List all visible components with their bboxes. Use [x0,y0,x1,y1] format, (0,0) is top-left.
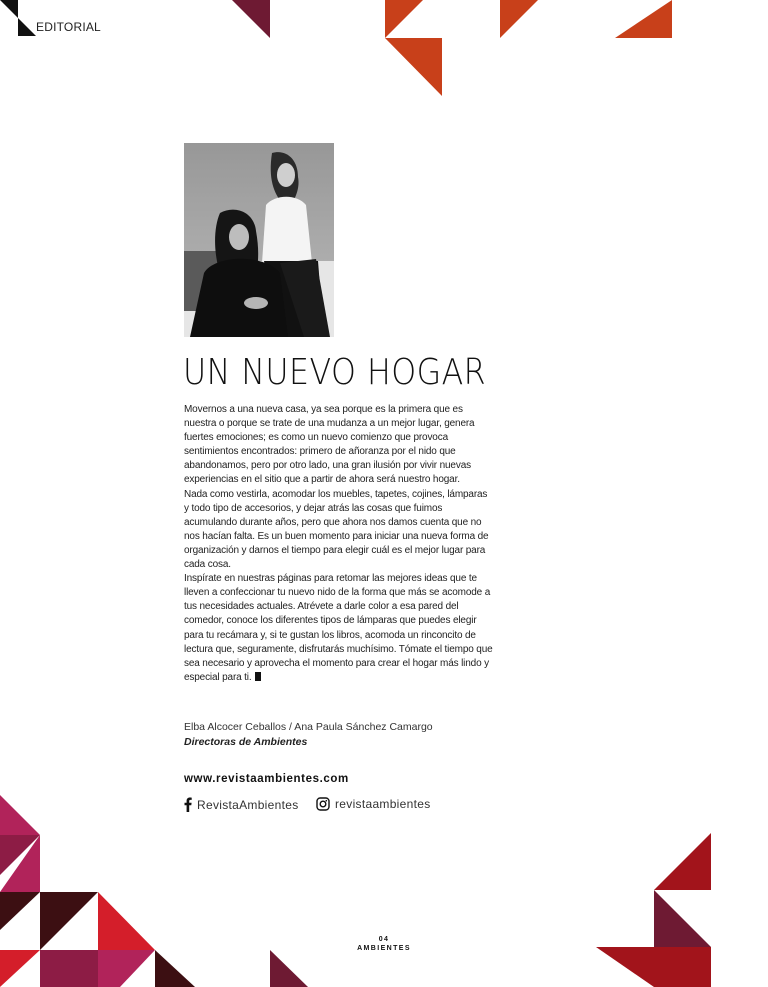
editors-photo-illustration [184,143,334,337]
article-paragraph [184,572,494,685]
top-triangle [232,0,270,38]
section-label: EDITORIAL [36,20,101,34]
editors-photo [184,143,334,337]
instagram-handle: revistaambientes [335,797,431,811]
article-body [184,403,494,685]
page-number: 04 [378,936,390,943]
bottom-triangle [40,892,98,950]
bottom-triangle [155,950,195,987]
bottom-triangle [0,892,40,930]
bottom-triangle [0,950,40,987]
corner-triangle [0,0,18,18]
facebook-handle: RevistaAmbientes [197,797,299,812]
instagram-icon [316,797,330,811]
article-paragraph: Nada como vestirla, acomodar los muebles, tapetes, cojines, lámparas y todo tipo de accesorios, y dejar atrás las cosas que fuimos acumulando durante años, pero que ahora nos damos cuenta que no nos hacían falta. Es un buen momento para iniciar una nueva forma de organización y darnos el tiempo para elegir cuál es el mejor lugar para cada cosa. [184,488,489,571]
page-folio [330,935,438,953]
signature-role: Directoras de Ambientes [184,736,308,748]
publication-name: AMBIENTES [357,945,411,952]
bottom-triangle [596,947,654,987]
facebook-icon [184,797,192,812]
bottom-triangle [654,890,711,947]
article-title: UN NUEVO HOGAR [183,352,487,393]
signature [184,720,433,750]
top-triangle [385,38,442,96]
facebook-link[interactable] [184,797,299,812]
instagram-link[interactable] [316,797,431,811]
article-paragraph: Movernos a una nueva casa, ya sea porque es la primera que es nuestra o porque se trate de una mudanza a un mejor lugar, genera fuertes emociones; es como un nuevo comienzo que provoca sentimientos encontrados: primero de añoranza por el nido que abandonamos, pero por otro lado, una gran ilusión por vivir nuevas experiencias en el sitio que a partir de ahora será nuestro hogar. [184,404,475,486]
bottom-triangle [270,950,308,987]
bottom-triangle [98,892,155,950]
bottom-triangle [654,833,711,890]
top-triangle [385,0,423,38]
top-triangle [500,0,538,38]
top-triangle [615,0,672,38]
signature-names: Elba Alcocer Ceballos / Ana Paula Sánchez Camargo [184,721,433,733]
corner-triangle [18,18,36,36]
bottom-triangle [654,947,711,987]
bottom-triangle [0,795,40,835]
end-mark-icon [255,672,261,681]
bottom-triangle [40,950,98,987]
article-paragraph-text: Inspírate en nuestras páginas para retomar las mejores ideas que te lleven a confeccionar tu nuevo nido de la forma que más se acomode a tus necesidades actuales. Atrévete a darle color a esa pared del comedor, conoce los diferentes tipos de lámparas que puedes elegir para tu recámara y, si te gustan los libros, acomoda un rinconcito de lectura que, seguramente, disfrutarás muchísimo. Tómate el tiempo que sea necesario y aprovecha el momento para crear el hogar más lindo y especial para ti. [184,573,493,683]
bottom-triangle [98,950,155,987]
website-link[interactable]: www.revistaambientes.com [184,773,349,785]
